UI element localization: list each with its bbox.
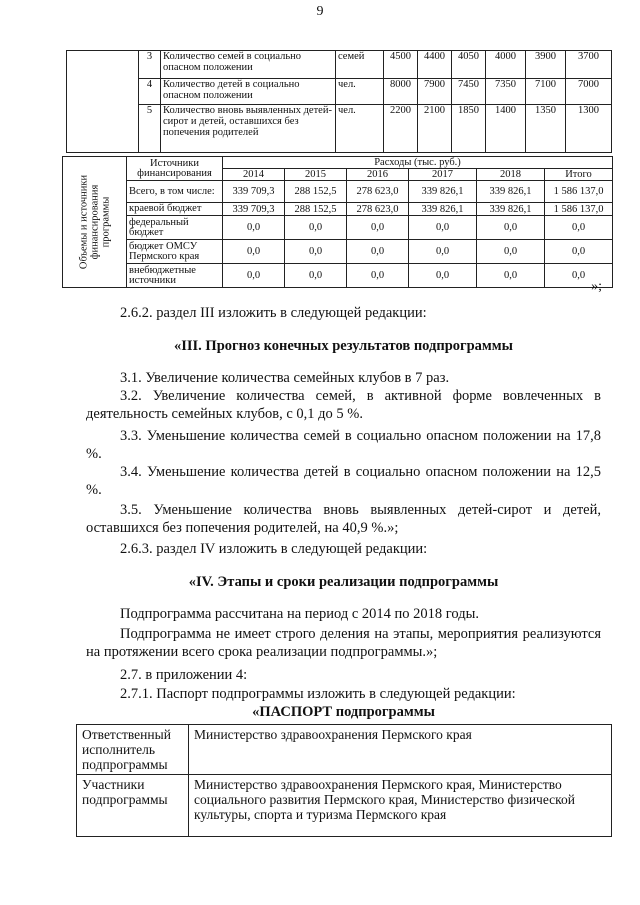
- indicator-value: 7100: [526, 79, 566, 105]
- finance-value: 0,0: [223, 264, 285, 288]
- table-row: [63, 157, 613, 169]
- indicator-value: 3900: [526, 51, 566, 79]
- finance-value: 288 152,5: [285, 181, 347, 203]
- finance-value: 339 826,1: [477, 181, 545, 203]
- year-header: 2016: [347, 169, 409, 181]
- paragraph: 2.7.1. Паспорт подпрограммы изложить в следующей редакции:: [120, 686, 516, 702]
- indicator-name: Количество детей в социально опасном положении: [161, 79, 336, 105]
- indicator-value: 7900: [418, 79, 452, 105]
- indicator-value: 1350: [526, 105, 566, 153]
- table-row: [63, 240, 613, 264]
- finance-value: 0,0: [477, 216, 545, 240]
- finance-source-label: внебюджетные источники: [127, 264, 223, 288]
- finance-value: 0,0: [545, 240, 613, 264]
- paragraph: 3.5. Уменьшение количества вновь выявленных детей-сирот и детей, оставшихся без попечения родителей, на 40,9 %.»;: [86, 502, 601, 536]
- page-number: 9: [316, 4, 324, 19]
- finance-value: 0,0: [223, 216, 285, 240]
- indicator-value: 7350: [486, 79, 526, 105]
- indicators-table: [66, 50, 612, 153]
- finance-value: 0,0: [545, 264, 613, 288]
- expenses-header: Расходы (тыс. руб.): [223, 157, 613, 169]
- paragraph: 3.4. Уменьшение количества детей в социально опасном положении на 12,5 %.: [86, 464, 601, 498]
- section-heading: «IV. Этапы и сроки реализации подпрограммы: [188, 574, 499, 590]
- year-header: 2014: [223, 169, 285, 181]
- table-row: [63, 181, 613, 203]
- indicator-value: 1300: [566, 105, 612, 153]
- table-row: [63, 264, 613, 288]
- year-header: 2015: [285, 169, 347, 181]
- finance-value: 0,0: [545, 216, 613, 240]
- table-row: [67, 51, 612, 79]
- indicator-value: 4500: [384, 51, 418, 79]
- finance-source-label: бюджет ОМСУ Пермского края: [127, 240, 223, 264]
- finance-source-label: Всего, в том числе:: [127, 181, 223, 203]
- finance-side-label: Объемы и источники финансирования программы: [78, 174, 111, 270]
- finance-value: 0,0: [285, 264, 347, 288]
- finance-value: 0,0: [409, 216, 477, 240]
- indicator-value: 8000: [384, 79, 418, 105]
- indicator-unit: семей: [336, 51, 384, 79]
- finance-value: 0,0: [285, 216, 347, 240]
- year-header: 2018: [477, 169, 545, 181]
- passport-table: [76, 724, 612, 837]
- finance-value: 278 623,0: [347, 203, 409, 216]
- year-header: 2017: [409, 169, 477, 181]
- indicator-num: 5: [139, 105, 161, 153]
- indicator-value: 4050: [452, 51, 486, 79]
- paragraph: 3.1. Увеличение количества семейных клубов в 7 раз.: [120, 370, 450, 386]
- indicator-name: Количество вновь выявленных детей-сирот и детей, оставшихся без попечения родителей: [161, 105, 336, 153]
- paragraph: 2.6.3. раздел IV изложить в следующей редакции:: [120, 541, 428, 557]
- indicator-name: Количество семей в социально опасном положении: [161, 51, 336, 79]
- table-row: [77, 775, 612, 837]
- indicator-unit: чел.: [336, 105, 384, 153]
- indicator-value: 3700: [566, 51, 612, 79]
- indicator-value: 7450: [452, 79, 486, 105]
- paragraph: 2.7. в приложении 4:: [120, 667, 248, 683]
- paragraph: Подпрограмма рассчитана на период с 2014 по 2018 годы.: [120, 606, 479, 622]
- passport-title: «ПАСПОРТ подпрограммы: [252, 704, 435, 720]
- indicator-value: 2200: [384, 105, 418, 153]
- finance-value: 0,0: [223, 240, 285, 264]
- finance-side-label-cell: [63, 157, 127, 288]
- finance-value: 278 623,0: [347, 181, 409, 203]
- finance-value: 288 152,5: [285, 203, 347, 216]
- paragraph: 3.3. Уменьшение количества семей в социально опасном положении на 17,8 %.: [86, 428, 601, 462]
- quote-end: »;: [591, 279, 602, 294]
- table-row: [63, 216, 613, 240]
- paragraph: Подпрограмма не имеет строго деления на этапы, мероприятия реализуются на протяжении всего срока реализации подпрограммы.»;: [86, 626, 601, 660]
- indicator-value: 4400: [418, 51, 452, 79]
- indicator-value: 2100: [418, 105, 452, 153]
- finance-value: 0,0: [285, 240, 347, 264]
- indicator-value: 1400: [486, 105, 526, 153]
- finance-value: 339 826,1: [409, 181, 477, 203]
- indicator-value: 7000: [566, 79, 612, 105]
- indicator-unit: чел.: [336, 79, 384, 105]
- finance-value: 0,0: [409, 264, 477, 288]
- section-heading: «III. Прогноз конечных результатов подпрограммы: [173, 338, 513, 354]
- indicator-num: 4: [139, 79, 161, 105]
- finance-value: 1 586 137,0: [545, 203, 613, 216]
- passport-label: Ответственный исполнитель подпрограммы: [77, 725, 189, 775]
- finance-table: [62, 156, 613, 288]
- sources-header: Источники финансирования: [127, 157, 223, 181]
- table-row: [63, 203, 613, 216]
- table-row: [77, 725, 612, 775]
- passport-label: Участники подпрограммы: [77, 775, 189, 837]
- indicator-value: 4000: [486, 51, 526, 79]
- finance-value: 1 586 137,0: [545, 181, 613, 203]
- finance-value: 0,0: [409, 240, 477, 264]
- finance-source-label: краевой бюджет: [127, 203, 223, 216]
- table-row: [67, 79, 612, 105]
- finance-value: 0,0: [347, 216, 409, 240]
- finance-value: 339 826,1: [409, 203, 477, 216]
- finance-value: 339 709,3: [223, 203, 285, 216]
- finance-source-label: федеральный бюджет: [127, 216, 223, 240]
- indicator-value: 1850: [452, 105, 486, 153]
- paragraph: 2.6.2. раздел III изложить в следующей редакции:: [120, 305, 427, 321]
- finance-value: 0,0: [477, 240, 545, 264]
- paragraph: 3.2. Увеличение количества семей, в активной форме вовлеченных в деятельность семейных клубов, с 0,1 до 5 %.: [86, 388, 601, 422]
- passport-value: Министерство здравоохранения Пермского края: [189, 725, 612, 775]
- finance-value: 339 826,1: [477, 203, 545, 216]
- table-row: [67, 105, 612, 153]
- finance-value: 0,0: [347, 264, 409, 288]
- indicator-num: 3: [139, 51, 161, 79]
- finance-value: 0,0: [477, 264, 545, 288]
- passport-value: Министерство здравоохранения Пермского края, Министерство социального развития Пермского края, Министерство физической культуры, спорта и туризма Пермского края: [189, 775, 612, 837]
- empty-label-cell: [67, 51, 139, 153]
- finance-value: 339 709,3: [223, 181, 285, 203]
- year-header: Итого: [545, 169, 613, 181]
- finance-value: 0,0: [347, 240, 409, 264]
